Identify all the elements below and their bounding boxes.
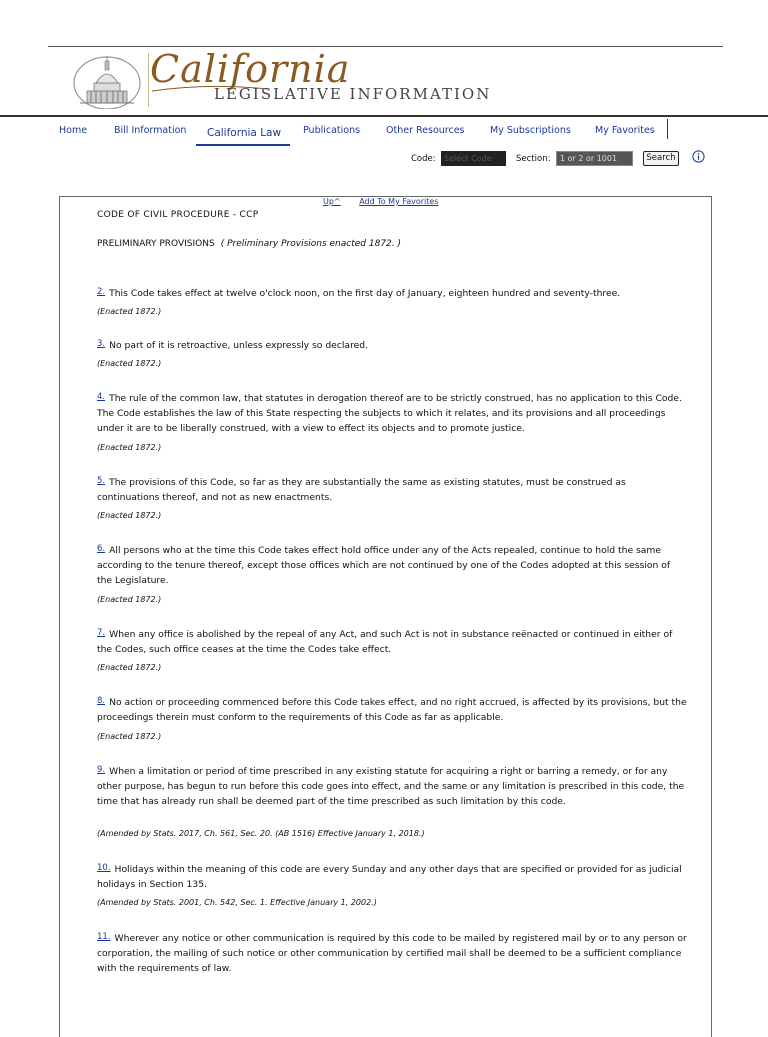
section-history: (Amended by Stats. 2017, Ch. 561, Sec. 20. (AB 1516) Effective January 1, 2018.) bbox=[97, 829, 425, 838]
section-number-link[interactable]: 11. bbox=[97, 932, 111, 942]
section-number-link[interactable]: 10. bbox=[97, 863, 111, 873]
nav-other-resources[interactable]: Other Resources bbox=[386, 125, 465, 136]
search-button[interactable]: Search bbox=[643, 151, 679, 166]
section-text: No action or proceeding commenced before this Code takes effect, and no right accrued, is affected by its provisions, but the proceedings therein must conform to the requirements of this Code as far as applicable. bbox=[97, 697, 687, 723]
code-section bbox=[97, 542, 687, 588]
section-history: (Enacted 1872.) bbox=[97, 663, 162, 672]
section-number-link[interactable]: 4. bbox=[97, 392, 106, 402]
division-note: ( Preliminary Provisions enacted 1872. ) bbox=[220, 239, 402, 249]
nav-end-divider bbox=[667, 119, 668, 139]
code-section bbox=[97, 930, 687, 976]
code-search-bar bbox=[0, 150, 768, 170]
site-header bbox=[0, 47, 768, 115]
add-to-favorites-link[interactable]: Add To My Favorites bbox=[359, 197, 439, 206]
section-history: (Enacted 1872.) bbox=[97, 359, 162, 368]
logo-subtitle: LEGISLATIVE INFORMATION bbox=[214, 85, 492, 103]
section-history: (Enacted 1872.) bbox=[97, 511, 162, 520]
section-text: The rule of the common law, that statutes in derogation thereof are to be strictly construed, has no application to this Code. The Code establishes the law of this State respecting the subjects to which it relates, and its provisions and all proceedings under it are to be liberally construed, with a view to effect its objects and to promote justice. bbox=[97, 393, 682, 434]
section-text: No part of it is retroactive, unless expressly so declared. bbox=[109, 340, 369, 351]
section-text: Wherever any notice or other communication is required by this code to be mailed by registered mail by or to any person or corporation, the mailing of such notice or other communication by certified mail shall be deemed to be a sufficient compliance with the requirements of law. bbox=[97, 933, 687, 974]
code-select[interactable]: Select Code bbox=[441, 151, 506, 166]
code-content-panel bbox=[59, 196, 712, 1037]
section-number-link[interactable]: 9. bbox=[97, 765, 106, 775]
section-text: This Code takes effect at twelve o'clock noon, on the first day of January, eighteen hundred and seventy-three. bbox=[109, 288, 621, 299]
division-heading bbox=[97, 239, 401, 249]
section-label: Section: bbox=[516, 154, 551, 164]
section-text: The provisions of this Code, so far as they are substantially the same as existing statutes, must be construed as continuations thereof, and not as new enactments. bbox=[97, 477, 626, 503]
section-history: (Enacted 1872.) bbox=[97, 595, 162, 604]
code-title: CODE OF CIVIL PROCEDURE - CCP bbox=[97, 210, 259, 220]
main-nav bbox=[0, 115, 768, 149]
section-number-link[interactable]: 2. bbox=[97, 287, 106, 297]
section-number-link[interactable]: 3. bbox=[97, 339, 106, 349]
section-history: (Amended by Stats. 2001, Ch. 542, Sec. 1. Effective January 1, 2002.) bbox=[97, 898, 377, 907]
code-section bbox=[97, 474, 687, 505]
code-section bbox=[97, 861, 687, 892]
code-section bbox=[97, 337, 687, 353]
capitol-dome-logo-icon[interactable] bbox=[72, 53, 142, 109]
code-label: Code: bbox=[411, 154, 436, 164]
section-text: Holidays within the meaning of this code are every Sunday and any other days that are specified or provided for as judicial holidays in Section 135. bbox=[97, 864, 682, 890]
info-icon[interactable] bbox=[692, 150, 705, 163]
code-section bbox=[97, 390, 687, 436]
section-number-link[interactable]: 8. bbox=[97, 696, 106, 706]
logo-california-wordmark[interactable]: California bbox=[150, 47, 351, 91]
content-top-links bbox=[323, 197, 455, 206]
code-section bbox=[97, 763, 687, 809]
nav-bill-information[interactable]: Bill Information bbox=[114, 125, 187, 136]
up-link[interactable]: Up^ bbox=[323, 197, 341, 206]
nav-my-subscriptions[interactable]: My Subscriptions bbox=[490, 125, 571, 136]
section-number-link[interactable]: 5. bbox=[97, 476, 106, 486]
nav-publications[interactable]: Publications bbox=[303, 125, 361, 136]
section-text: When any office is abolished by the repeal of any Act, and such Act is not in substance reënacted or continued in either of the Codes, such office ceases at the time the Codes take effect. bbox=[97, 629, 673, 655]
section-history: (Enacted 1872.) bbox=[97, 732, 162, 741]
nav-active-underline bbox=[196, 144, 290, 146]
division-title: PRELIMINARY PROVISIONS bbox=[97, 239, 215, 249]
section-history: (Enacted 1872.) bbox=[97, 307, 162, 316]
nav-home[interactable]: Home bbox=[59, 125, 88, 136]
section-text: When a limitation or period of time prescribed in any existing statute for acquiring a right or barring a remedy, or for any other purpose, has begun to run before this code goes into effect, and the same or any limitation is prescribed in this code, the time that has already run shall be deemed part of the time prescribed as such limitation by this code. bbox=[97, 766, 685, 807]
nav-california-law[interactable]: California Law bbox=[207, 127, 282, 139]
logo-divider bbox=[148, 53, 149, 107]
code-section bbox=[97, 694, 687, 725]
section-number-link[interactable]: 6. bbox=[97, 544, 106, 554]
section-input[interactable]: 1 or 2 or 1001 bbox=[556, 151, 633, 166]
section-number-link[interactable]: 7. bbox=[97, 628, 106, 638]
section-text: All persons who at the time this Code takes effect hold office under any of the Acts repealed, continue to hold the same according to the tenure thereof, except those offices which are not continued by one of the Codes adopted at this session of the Legislature. bbox=[97, 545, 671, 586]
section-history: (Enacted 1872.) bbox=[97, 443, 162, 452]
code-section bbox=[97, 626, 687, 657]
nav-my-favorites[interactable]: My Favorites bbox=[595, 125, 655, 136]
code-section bbox=[97, 285, 687, 301]
